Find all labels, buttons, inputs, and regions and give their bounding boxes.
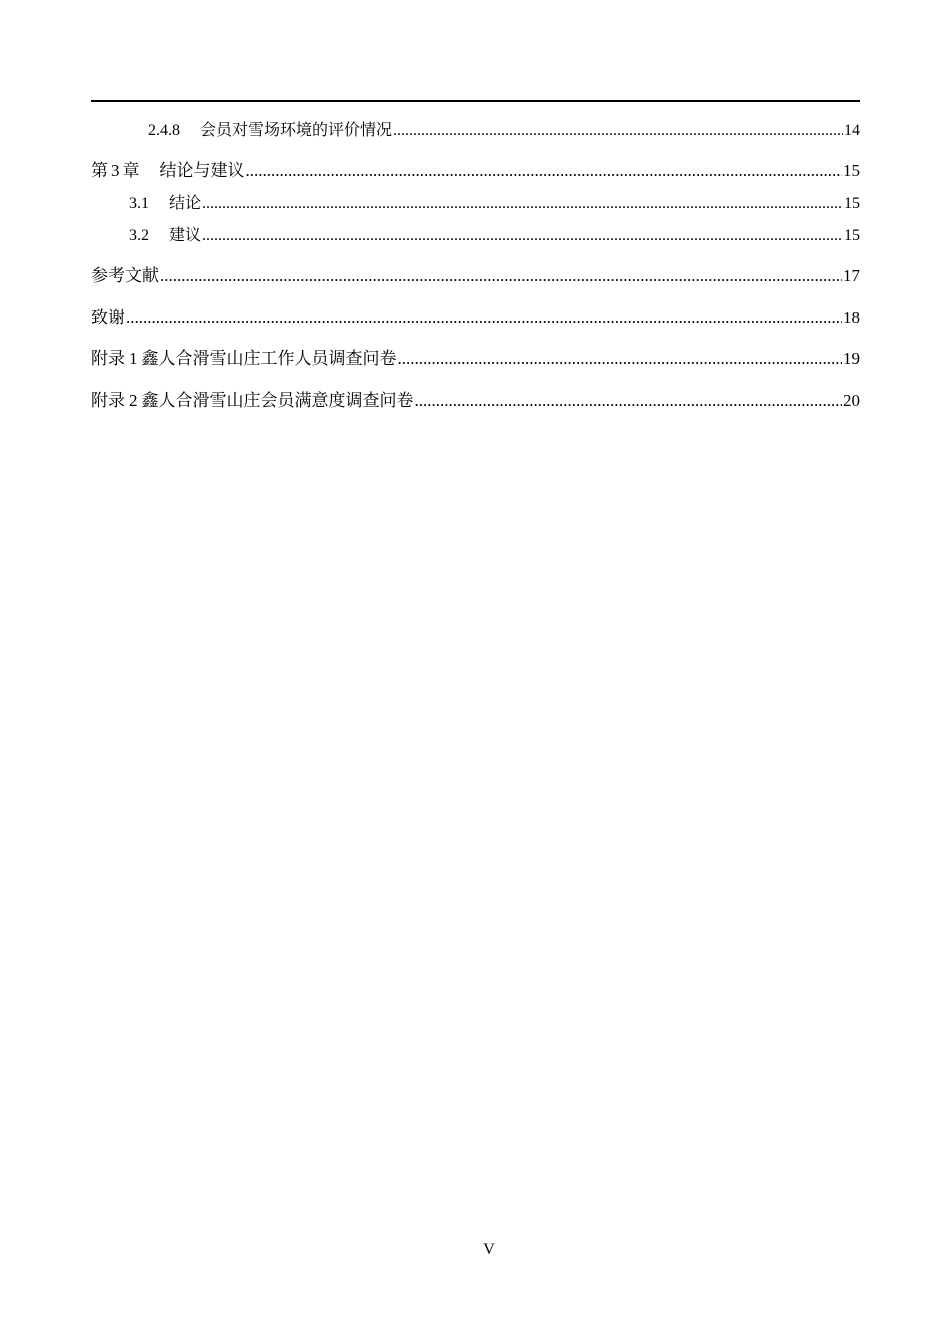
toc-entry-number: 2 [129,391,138,410]
toc-entry-3-1[interactable] [91,191,860,215]
toc-page-number: 18 [843,308,860,327]
toc-entry-title: 建议 [169,225,202,244]
toc-entry-title: 鑫人合滑雪山庄会员满意度调查问卷 [141,391,414,411]
toc-entry-references[interactable] [91,264,860,288]
toc-entry-2-4-8[interactable] [91,118,860,142]
dot-leader [246,159,843,183]
dot-leader [126,306,842,330]
toc-page-number: 14 [844,122,860,139]
toc-entry-chapter-3[interactable] [91,159,860,183]
toc-entry-number: 3.1 [129,195,149,212]
dot-leader [398,347,843,371]
toc-entry-title: 结论与建议 [159,161,245,181]
toc-entry-title: 会员对雪场环境的评价情况 [200,120,393,139]
toc-appendix-prefix: 附录 [91,349,125,369]
toc-page-number: 15 [844,227,860,244]
toc-entry-title: 鑫人合滑雪山庄工作人员调查问卷 [141,349,397,369]
toc-entry-title: 致谢 [91,308,125,328]
dot-leader [393,119,843,143]
toc-entry-number: 3 [111,161,120,180]
toc-entry-title: 参考文献 [91,266,159,286]
dot-leader [202,192,843,216]
header-rule [91,100,860,102]
toc-entry-appendix-2[interactable] [91,389,860,413]
toc-entry-title: 结论 [169,193,202,212]
dot-leader [415,389,843,413]
toc-page-number: 17 [843,266,860,285]
toc-entry-number: 3.2 [129,227,149,244]
toc-page-number: 19 [843,349,860,368]
toc-entry-appendix-1[interactable] [91,347,860,371]
toc-appendix-prefix: 附录 [91,391,125,411]
toc-entry-acknowledgements[interactable] [91,306,860,330]
dot-leader [202,224,843,248]
toc-entry-number: 1 [129,349,138,368]
dot-leader [160,264,842,288]
toc-page-number: 15 [843,161,860,180]
toc-page-number: 15 [844,195,860,212]
toc-page-number: 20 [843,391,860,410]
toc-entry-number: 2.4.8 [148,122,180,139]
toc-chapter-suffix: 章 [122,161,140,181]
toc-chapter-prefix: 第 [91,161,108,181]
page-number-footer: V [483,1241,495,1258]
toc-entry-3-2[interactable] [91,223,860,247]
